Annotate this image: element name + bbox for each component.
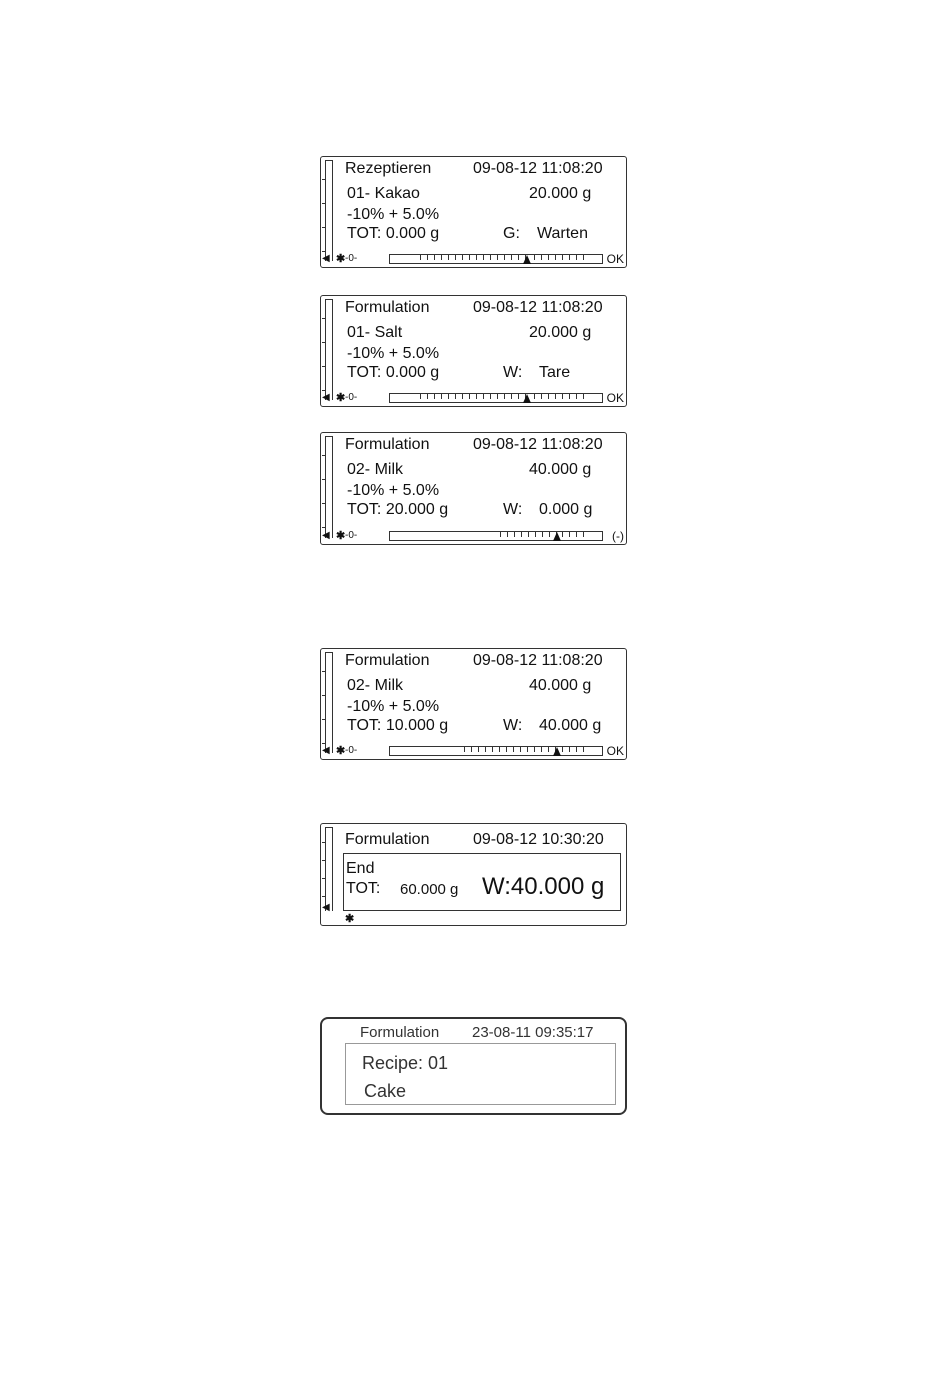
pointer-arrow-icon [523,255,531,264]
tolerance: -10% + 5.0% [347,345,440,362]
result-box [343,853,621,911]
display-screen-4 [320,648,627,760]
tolerance: -10% + 5.0% [347,482,440,499]
level-arrow-icon: ◀ [322,392,330,403]
level-arrow-icon: ◀ [322,902,330,913]
zero-indicator: -0- [345,530,358,541]
recipe-name: Cake [364,1081,407,1101]
total-weight: TOT: 20.000 g [347,501,449,518]
datetime: 09-08-12 11:08:20 [473,299,603,316]
component-name: 02- Milk [347,461,404,478]
progress-bar [389,254,603,264]
pointer-arrow-icon [523,394,531,403]
status-value: Warten [537,225,588,242]
datetime: 09-08-12 10:30:20 [473,831,604,848]
bar-state: OK [606,744,624,758]
level-bar-icon [325,652,333,753]
screen-title: Formulation [345,299,430,316]
screen-title: Rezeptieren [345,160,432,177]
weight-readout: W:40.000 g [482,873,605,900]
status-key: W: [503,501,523,518]
component-name: 02- Milk [347,677,404,694]
level-bar-icon [325,160,333,261]
status-value: 0.000 g [539,501,593,518]
level-arrow-icon: ◀ [322,530,330,541]
recipe-number: Recipe: 01 [362,1053,449,1073]
display-screen-1 [320,156,627,268]
level-bar-icon [325,827,333,911]
status-value: Tare [539,364,571,381]
display-screen-2 [320,295,627,407]
star-icon: ✱ [336,530,346,542]
zero-indicator: -0- [345,253,358,264]
pointer-arrow-icon [553,532,561,541]
datetime: 23-08-11 09:35:17 [472,1024,594,1041]
status-key: W: [503,364,523,381]
star-icon: ✱ [345,913,355,925]
status-key: W: [503,717,523,734]
progress-bar [389,746,603,756]
recipe-box [345,1043,616,1105]
tolerance: -10% + 5.0% [347,698,440,715]
datetime: 09-08-12 11:08:20 [473,652,603,669]
tolerance: -10% + 5.0% [347,206,440,223]
star-icon: ✱ [336,745,346,757]
end-label: End [346,860,375,877]
component-name: 01- Salt [347,324,403,341]
screen-title: Formulation [360,1024,440,1041]
component-name: 01- Kakao [347,185,420,202]
datetime: 09-08-12 11:08:20 [473,436,603,453]
star-icon: ✱ [336,392,346,404]
level-arrow-icon: ◀ [322,253,330,264]
star-icon: ✱ [336,253,346,265]
display-screen-3 [320,432,627,545]
total-weight: TOT: 0.000 g [347,364,440,381]
screen-title: Formulation [345,652,430,669]
zero-indicator: -0- [345,392,358,403]
level-bar-icon [325,436,333,538]
total-value: 60.000 g [400,881,459,898]
total-weight: TOT: 10.000 g [347,717,449,734]
target-weight: 20.000 g [529,185,592,202]
zero-indicator: -0- [345,745,358,756]
target-weight: 40.000 g [529,461,592,478]
bar-state: (-) [612,529,624,543]
display-screen-recipe [320,1017,627,1115]
total-weight: TOT: 0.000 g [347,225,440,242]
level-bar-icon [325,299,333,400]
target-weight: 40.000 g [529,677,592,694]
target-weight: 20.000 g [529,324,592,341]
screen-title: Formulation [345,831,430,848]
progress-bar [389,531,603,541]
screen-title: Formulation [345,436,430,453]
status-value: 40.000 g [539,717,602,734]
bar-state: OK [606,391,624,405]
pointer-arrow-icon [553,747,561,756]
datetime: 09-08-12 11:08:20 [473,160,603,177]
display-screen-end [320,823,627,926]
level-arrow-icon: ◀ [322,745,330,756]
bar-state: OK [606,252,624,266]
status-key: G: [503,225,520,242]
total-label: TOT: [346,880,381,897]
progress-bar [389,393,603,403]
